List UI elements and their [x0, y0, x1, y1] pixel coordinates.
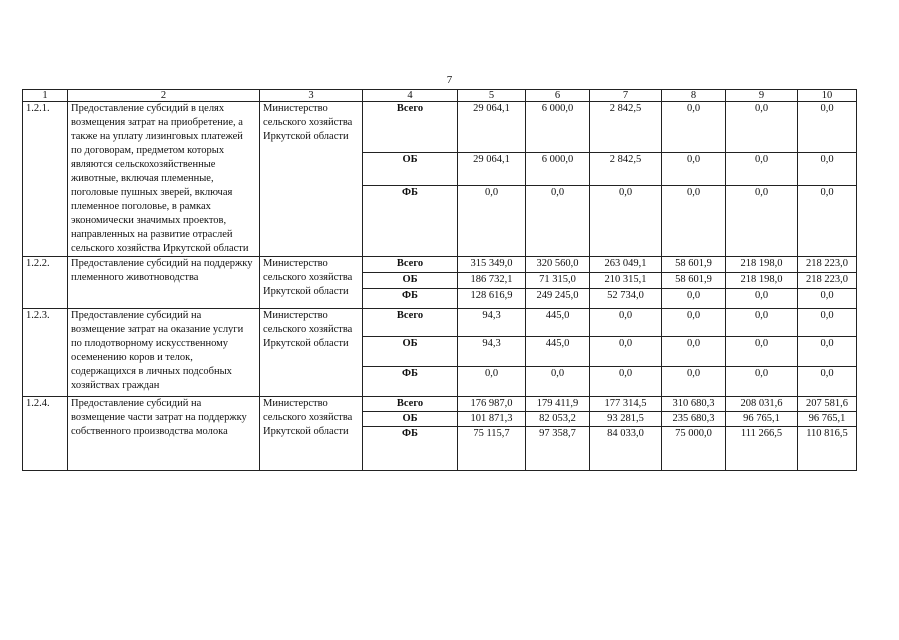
funding-source: ФБ [363, 367, 458, 397]
amount-cell: 0,0 [662, 102, 726, 153]
amount-cell: 0,0 [662, 289, 726, 309]
measure-description: Предоставление субсидий на поддержку племенного животноводства [68, 257, 260, 309]
funding-source: ОБ [363, 152, 458, 185]
amount-cell: 0,0 [662, 309, 726, 337]
amount-cell: 0,0 [590, 367, 662, 397]
amount-cell: 0,0 [590, 309, 662, 337]
funding-source: ОБ [363, 337, 458, 367]
amount-cell: 0,0 [798, 309, 857, 337]
amount-cell: 0,0 [726, 337, 798, 367]
funding-source: ОБ [363, 412, 458, 427]
amount-cell: 0,0 [726, 309, 798, 337]
amount-cell: 58 601,9 [662, 257, 726, 273]
header-cell: 1 [23, 90, 68, 102]
amount-cell: 0,0 [662, 337, 726, 367]
header-cell: 4 [363, 90, 458, 102]
amount-cell: 179 411,9 [526, 397, 590, 412]
amount-cell: 96 765,1 [726, 412, 798, 427]
amount-cell: 0,0 [590, 186, 662, 257]
amount-cell: 93 281,5 [590, 412, 662, 427]
amount-cell: 263 049,1 [590, 257, 662, 273]
funding-source: Всего [363, 309, 458, 337]
funding-source: Всего [363, 257, 458, 273]
amount-cell: 75 000,0 [662, 427, 726, 471]
amount-cell: 0,0 [458, 186, 526, 257]
amount-cell: 0,0 [590, 337, 662, 367]
amount-cell: 6 000,0 [526, 102, 590, 153]
amount-cell: 0,0 [798, 337, 857, 367]
amount-cell: 0,0 [798, 102, 857, 153]
measure-description: Предоставление субсидий на возмещение затрат на оказание услуги по плодотворному искусственному осеменению коров и телок, содержащихся в личных подсобных хозяйствах граждан [68, 309, 260, 397]
amount-cell: 0,0 [526, 367, 590, 397]
amount-cell: 0,0 [726, 152, 798, 185]
funding-source: ФБ [363, 289, 458, 309]
header-cell: 7 [590, 90, 662, 102]
amount-cell: 445,0 [526, 309, 590, 337]
amount-cell: 208 031,6 [726, 397, 798, 412]
amount-cell: 0,0 [726, 289, 798, 309]
measure-code: 1.2.2. [23, 257, 68, 309]
measure-code: 1.2.4. [23, 397, 68, 471]
header-cell: 3 [260, 90, 363, 102]
amount-cell: 218 198,0 [726, 257, 798, 273]
amount-cell: 218 223,0 [798, 273, 857, 289]
amount-cell: 75 115,7 [458, 427, 526, 471]
amount-cell: 6 000,0 [526, 152, 590, 185]
amount-cell: 0,0 [526, 186, 590, 257]
header-cell: 10 [798, 90, 857, 102]
amount-cell: 0,0 [726, 186, 798, 257]
measure-description: Предоставление субсидий на возмещение части затрат на поддержку собственного производства молока [68, 397, 260, 471]
amount-cell: 111 266,5 [726, 427, 798, 471]
amount-cell: 0,0 [726, 367, 798, 397]
amount-cell: 177 314,5 [590, 397, 662, 412]
funding-source: ФБ [363, 427, 458, 471]
amount-cell: 176 987,0 [458, 397, 526, 412]
amount-cell: 52 734,0 [590, 289, 662, 309]
page-number: 7 [446, 74, 453, 86]
amount-cell: 315 349,0 [458, 257, 526, 273]
amount-cell: 0,0 [798, 367, 857, 397]
amount-cell: 235 680,3 [662, 412, 726, 427]
amount-cell: 58 601,9 [662, 273, 726, 289]
funding-source: Всего [363, 102, 458, 153]
amount-cell: 0,0 [458, 367, 526, 397]
amount-cell: 29 064,1 [458, 152, 526, 185]
amount-cell: 249 245,0 [526, 289, 590, 309]
amount-cell: 0,0 [798, 152, 857, 185]
table-row [23, 309, 857, 337]
measure-executor: Министерство сельского хозяйства Иркутской области [260, 257, 363, 309]
header-cell: 2 [68, 90, 260, 102]
amount-cell: 2 842,5 [590, 152, 662, 185]
amount-cell: 94,3 [458, 309, 526, 337]
header-cell: 5 [458, 90, 526, 102]
table-row [23, 102, 857, 153]
amount-cell: 207 581,6 [798, 397, 857, 412]
measure-code: 1.2.3. [23, 309, 68, 397]
amount-cell: 0,0 [798, 289, 857, 309]
measure-executor: Министерство сельского хозяйства Иркутской области [260, 397, 363, 471]
amount-cell: 0,0 [662, 152, 726, 185]
measure-executor: Министерство сельского хозяйства Иркутской области [260, 102, 363, 257]
amount-cell: 84 033,0 [590, 427, 662, 471]
amount-cell: 128 616,9 [458, 289, 526, 309]
amount-cell: 2 842,5 [590, 102, 662, 153]
table-row [23, 257, 857, 273]
amount-cell: 445,0 [526, 337, 590, 367]
amount-cell: 218 223,0 [798, 257, 857, 273]
amount-cell: 71 315,0 [526, 273, 590, 289]
amount-cell: 82 053,2 [526, 412, 590, 427]
header-cell: 9 [726, 90, 798, 102]
amount-cell: 218 198,0 [726, 273, 798, 289]
header-row [23, 90, 857, 102]
funding-source: ОБ [363, 273, 458, 289]
amount-cell: 97 358,7 [526, 427, 590, 471]
measure-description: Предоставление субсидий в целях возмещения затрат на приобретение, а также на уплату лизинговых платежей по договорам, предметом которых являются сельскохозяйственные животные, включая племенные, поголовые пушных зверей, включая племенное поголовье, в рамках экономически значимых проектов, направленных на развитие отраслей сельского хозяйства Иркутской области [68, 102, 260, 257]
amount-cell: 101 871,3 [458, 412, 526, 427]
amount-cell: 320 560,0 [526, 257, 590, 273]
amount-cell: 0,0 [798, 186, 857, 257]
header-cell: 8 [662, 90, 726, 102]
measure-code: 1.2.1. [23, 102, 68, 257]
table-row [23, 397, 857, 412]
amount-cell: 94,3 [458, 337, 526, 367]
header-cell: 6 [526, 90, 590, 102]
amount-cell: 96 765,1 [798, 412, 857, 427]
funding-source: Всего [363, 397, 458, 412]
amount-cell: 0,0 [662, 367, 726, 397]
amount-cell: 0,0 [662, 186, 726, 257]
amount-cell: 186 732,1 [458, 273, 526, 289]
amount-cell: 210 315,1 [590, 273, 662, 289]
measure-executor: Министерство сельского хозяйства Иркутской области [260, 309, 363, 397]
amount-cell: 110 816,5 [798, 427, 857, 471]
amount-cell: 0,0 [726, 102, 798, 153]
amount-cell: 29 064,1 [458, 102, 526, 153]
funding-source: ФБ [363, 186, 458, 257]
program-table [22, 89, 857, 471]
amount-cell: 310 680,3 [662, 397, 726, 412]
